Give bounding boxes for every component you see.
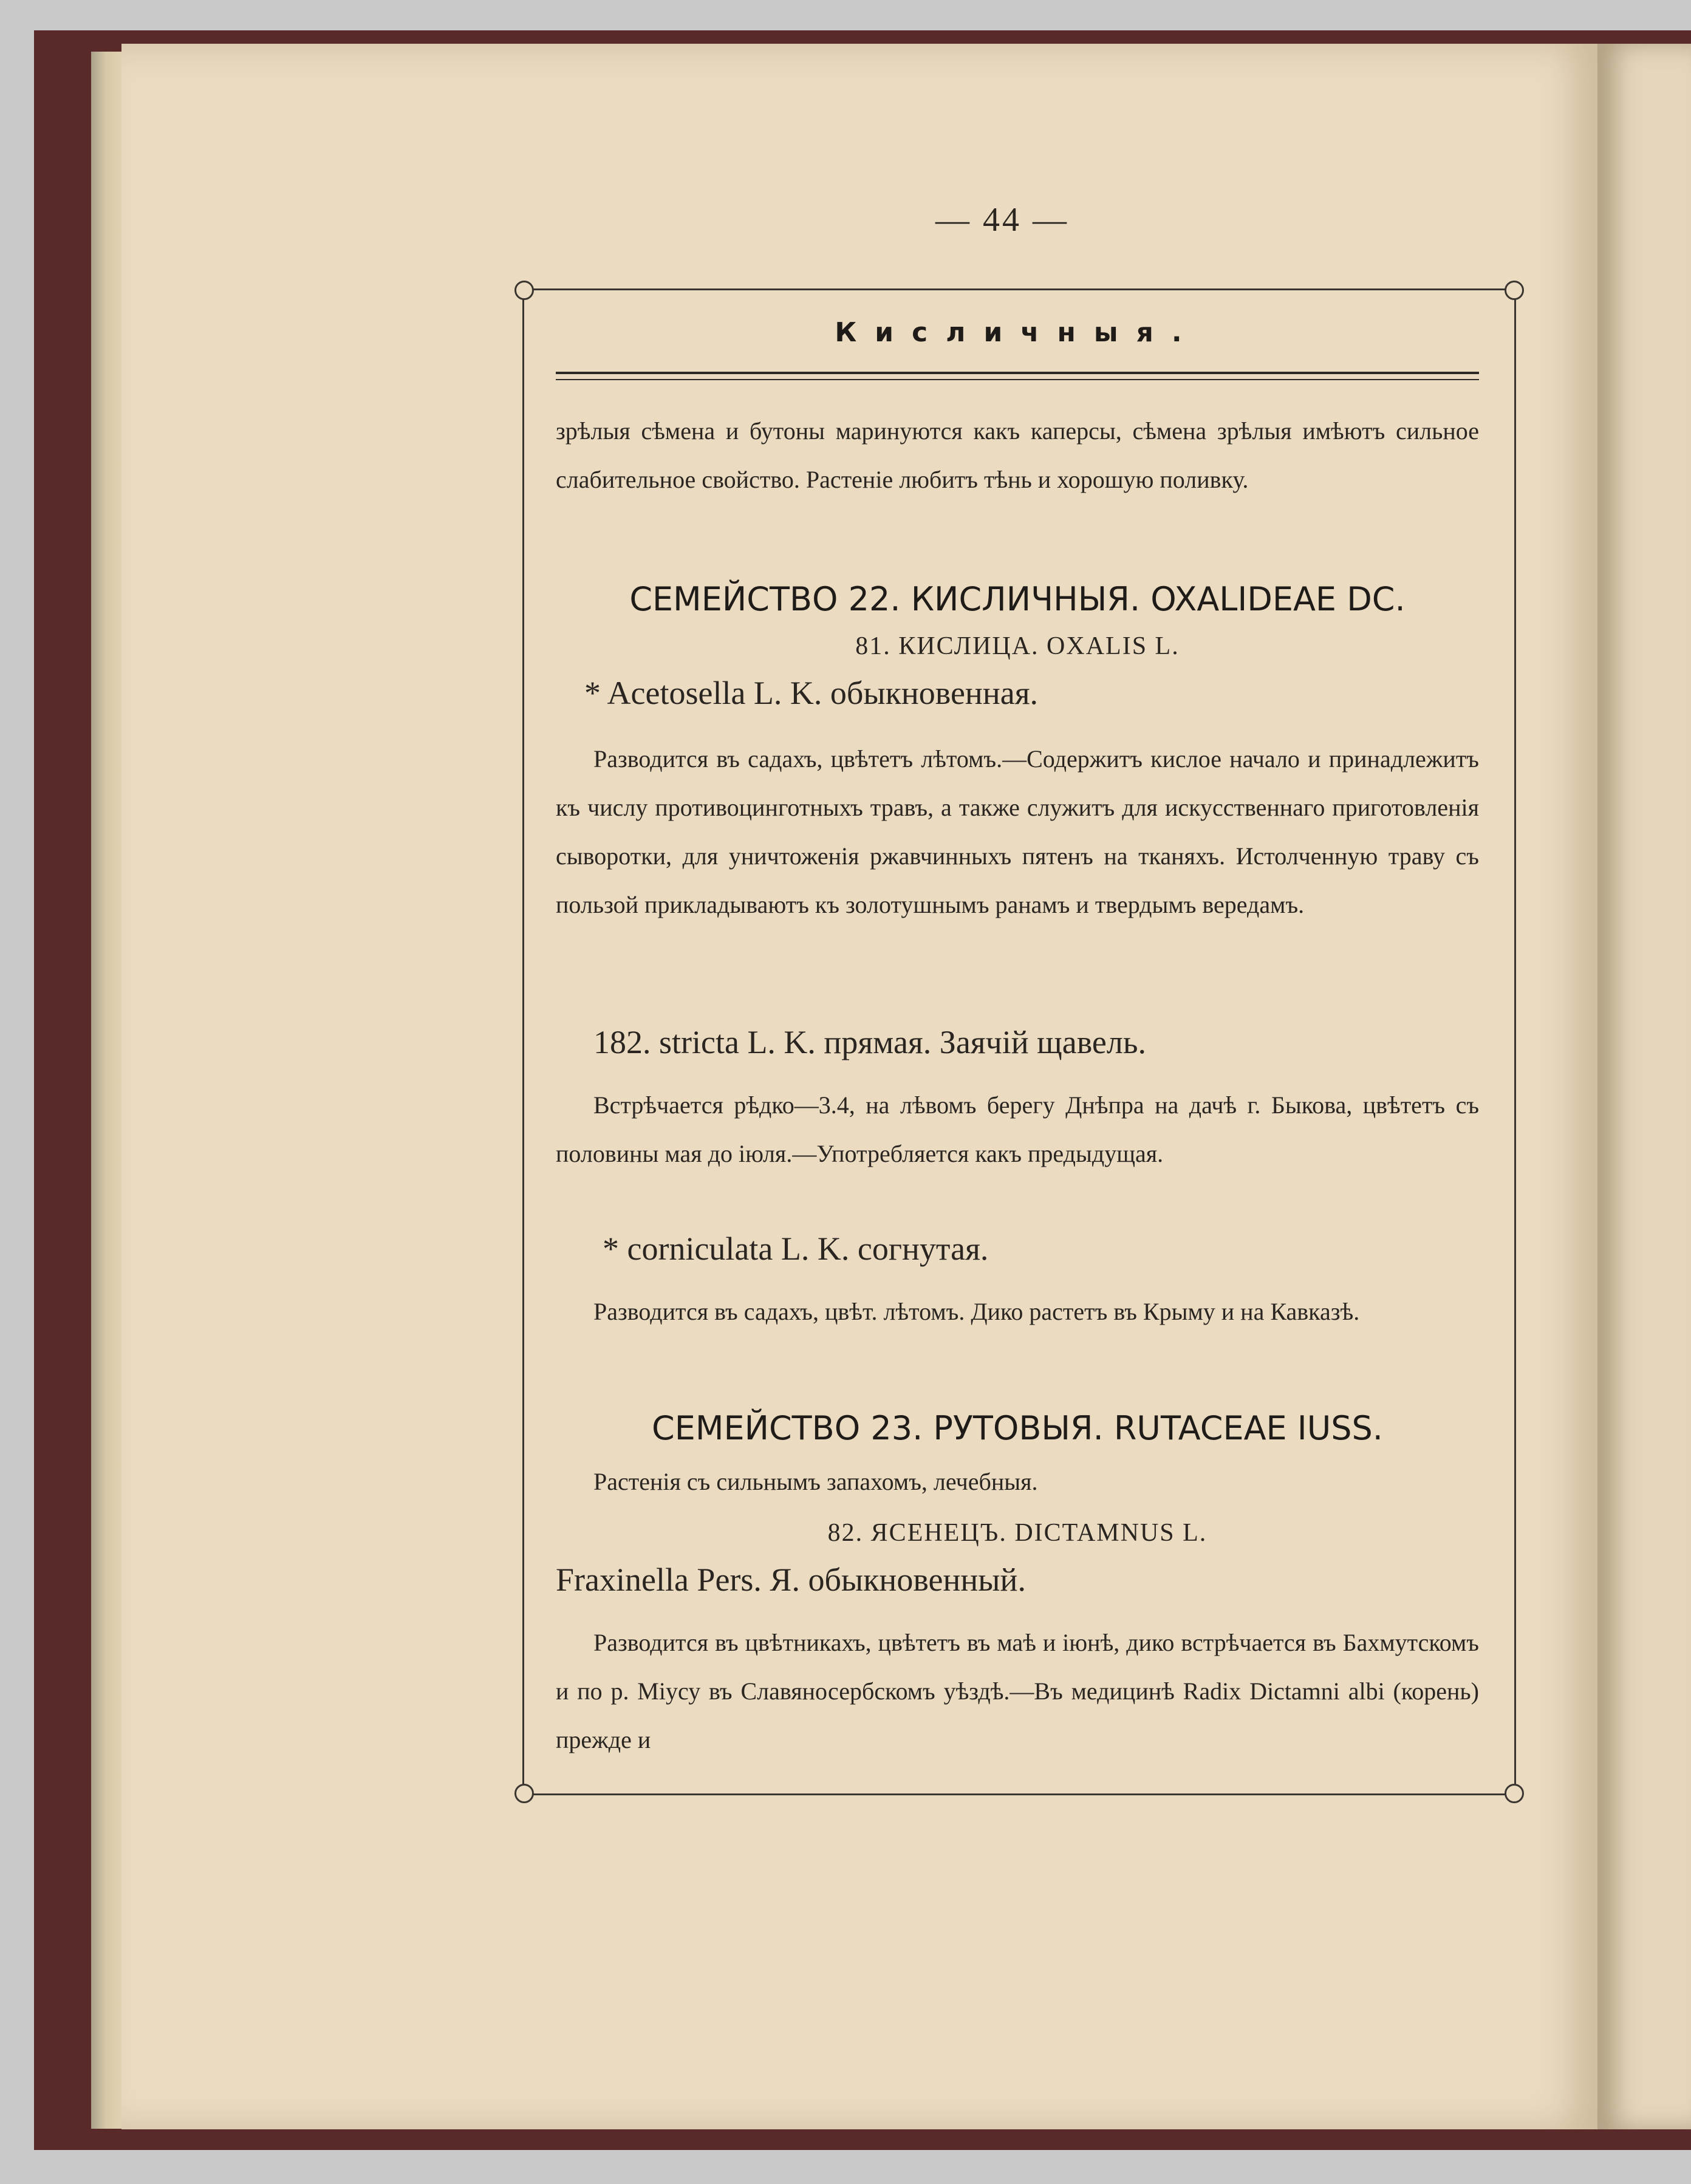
intro-paragraph: зрѣлыя сѣмена и бутоны маринуются какъ каперсы, сѣмена зрѣлыя имѣютъ сильное слабительное свойство. Растеніе любитъ тѣнь и хорошую поливку. (556, 417, 1479, 493)
running-header: Кисличныя. (835, 317, 1200, 348)
family-heading-22: СЕМЕЙСТВО 22. КИСЛИЧНЫЯ. OXALIDEAE DC. (629, 580, 1406, 618)
frame-ornament-bottom-right (1505, 1784, 1524, 1803)
family-heading-23: СЕМЕЙСТВО 23. РУТОВЫЯ. RUTACEAE IUSS. (652, 1409, 1383, 1447)
genus-heading-82: 82. ЯСЕНЕЦЪ. DICTAMNUS L. (827, 1519, 1208, 1547)
facing-page (1597, 44, 1691, 2129)
acetosella-description: Разводится въ садахъ, цвѣтетъ лѣтомъ.—Содержитъ кислое начало и принадлежитъ къ числу противоцинготныхъ травъ, а также служитъ для искусственнаго приготовленія сыворотки, для уничтоженія ржавчинныхъ пятенъ на тканяхъ. Истолченную траву съ пользой прикладываютъ къ золотушнымъ ранамъ и твердымъ вередамъ. (556, 745, 1479, 918)
frame-ornament-bottom-left (514, 1784, 534, 1803)
species-corniculata: * corniculata L. K. согнутая. (603, 1230, 989, 1267)
frame-ornament-top-left (514, 281, 534, 300)
family23-note: Растенія съ сильнымъ запахомъ, лечебныя. (593, 1468, 1038, 1495)
stricta-description: Встрѣчается рѣдко—3.4, на лѣвомъ берегу Днѣпра на дачѣ г. Быкова, цвѣтетъ съ половины мая до іюля.—Употребляется какъ предыдущая. (556, 1091, 1479, 1167)
header-rule (556, 372, 1479, 374)
frame-ornament-top-right (1505, 281, 1524, 300)
fraxinella-description: Разводится въ цвѣтникахъ, цвѣтетъ въ маѣ и іюнѣ, дико встрѣчается въ Бахмутскомъ и по р. Міусу въ Славяносербскомъ уѣздѣ.—Въ медицинѣ Radix Dictamni albi (корень) прежде и (556, 1629, 1479, 1753)
species-fraxinella: Fraxinella Pers. Я. обыкновенный. (556, 1561, 1026, 1598)
species-acetosella: * Acetosella L. K. обыкновенная. (584, 675, 1039, 711)
genus-heading-81: 81. КИСЛИЦА. OXALIS L. (855, 632, 1180, 660)
page-number: — 44 — (935, 201, 1069, 239)
corniculata-description: Разводится въ садахъ, цвѣт. лѣтомъ. Дико растетъ въ Крыму и на Кавказѣ. (593, 1298, 1360, 1325)
species-stricta: 182. stricta L. K. прямая. Заячій щавель. (593, 1024, 1146, 1060)
header-rule-thin (556, 379, 1479, 380)
